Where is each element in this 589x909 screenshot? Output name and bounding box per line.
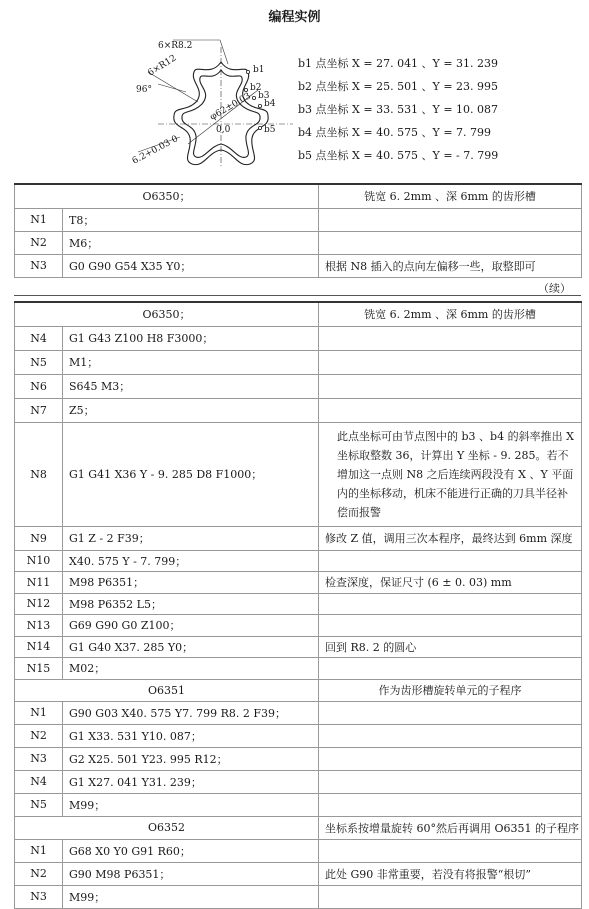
sub1-row-n2-num: N2 <box>15 724 63 747</box>
table-row-n6-note <box>319 374 582 398</box>
point-b1-marker <box>246 70 249 73</box>
table-row-n11-code: M98 P6351； <box>63 571 319 593</box>
table-row-n9-note: 修改 Z 值，调用三次本程序，最终达到 6mm 深度 <box>319 526 582 550</box>
subprogram-o6351-header: O6351 <box>15 679 319 701</box>
table2-note-header: 铣宽 6. 2mm 、深 6mm 的齿形槽 <box>319 302 582 326</box>
label-b4: b4 <box>264 99 276 109</box>
sub1-row-n5-code: M99； <box>63 793 319 816</box>
label-6xr82: 6×R8.2 <box>158 41 193 51</box>
table-row-n13-note <box>319 614 582 636</box>
table-row-n11-num: N11 <box>15 571 63 593</box>
subprogram-o6352-header: O6352 <box>15 816 319 839</box>
point-b5-marker <box>258 126 261 129</box>
table-row-n1-num: N1 <box>15 208 63 231</box>
table-row-n14-code: G1 G40 X37. 285 Y0； <box>63 636 319 657</box>
label-depth: 6.2+0.03 0 <box>130 134 180 167</box>
subprogram-o6352-note: 坐标系按增量旋转 60°然后再调用 O6351 的子程序 <box>319 816 582 839</box>
sub2-row-n3-note <box>319 885 582 908</box>
sub2-row-n1-num: N1 <box>15 839 63 862</box>
coord-b2: b2 点坐标 X = 25. 501 、Y = 23. 995 <box>298 80 499 93</box>
sub2-row-n3-num: N3 <box>15 885 63 908</box>
table-row-n1-note <box>319 208 582 231</box>
table-row-n2-num: N2 <box>15 231 63 254</box>
gear-slot-drawing <box>128 32 303 170</box>
sub1-row-n4-code: G1 X27. 041 Y31. 239； <box>63 770 319 793</box>
table-row-n2-note <box>319 231 582 254</box>
coord-b3: b3 点坐标 X = 33. 531 、Y = 10. 087 <box>298 103 499 116</box>
table-row-n2-code: M6； <box>63 231 319 254</box>
sub1-row-n5-num: N5 <box>15 793 63 816</box>
label-b5: b5 <box>264 125 276 135</box>
table-row-n5-code: M1； <box>63 350 319 374</box>
coord-b1: b1 点坐标 X = 27. 041 、Y = 31. 239 <box>298 57 499 70</box>
subprogram-o6351-note: 作为齿形槽旋转单元的子程序 <box>319 679 582 701</box>
point-coordinates <box>298 52 578 167</box>
sub1-row-n2-code: G1 X33. 531 Y10. 087； <box>63 724 319 747</box>
table-row-n15-num: N15 <box>15 657 63 679</box>
sub1-row-n4-num: N4 <box>15 770 63 793</box>
sub1-row-n2-note <box>319 724 582 747</box>
table-row-n5-num: N5 <box>15 350 63 374</box>
table-row-n13-code: G69 G90 G0 Z100； <box>63 614 319 636</box>
page-title: 编程实例 <box>268 10 321 25</box>
table-row-n10-num: N10 <box>15 550 63 571</box>
table-row-n8-code: G1 G41 X36 Y - 9. 285 D8 F1000； <box>63 422 319 526</box>
table-row-n4-code: G1 G43 Z100 H8 F3000； <box>63 326 319 350</box>
sub1-row-n1-note <box>319 701 582 724</box>
table-row-n3-note: 根据 N8 插入的点向左偏移一些，取整即可 <box>319 254 582 277</box>
table-row-n14-num: N14 <box>15 636 63 657</box>
table-row-n12-code: M98 P6352 L5； <box>63 593 319 614</box>
table1-note-header: 铣宽 6. 2mm 、深 6mm 的齿形槽 <box>319 184 582 208</box>
table1-program-header: O6350； <box>15 184 319 208</box>
table-row-n10-note <box>319 550 582 571</box>
table-divider <box>14 295 581 296</box>
leader-r12 <box>148 72 198 102</box>
label-b1: b1 <box>253 65 265 75</box>
table-row-n6-code: S645 M3； <box>63 374 319 398</box>
label-b3: b3 <box>258 91 270 101</box>
program-table-part2 <box>14 301 582 909</box>
table-row-n15-note <box>319 657 582 679</box>
continued-label: （续） <box>538 282 571 295</box>
table-row-n3-code: G0 G90 G54 X35 Y0； <box>63 254 319 277</box>
sub1-row-n3-note <box>319 747 582 770</box>
label-b2: b2 <box>250 83 262 93</box>
leader-96 <box>158 84 186 92</box>
table-row-n1-code: T8； <box>63 208 319 231</box>
table-row-n7-code: Z5； <box>63 398 319 422</box>
table-row-n8-num: N8 <box>15 422 63 526</box>
sub2-row-n1-code: G68 X0 Y0 G91 R60； <box>63 839 319 862</box>
table-row-n4-note <box>319 326 582 350</box>
table-row-n11-note: 检查深度，保证尺寸 (6 ± 0. 03) mm <box>319 571 582 593</box>
sub1-row-n3-code: G2 X25. 501 Y23. 995 R12； <box>63 747 319 770</box>
table-row-n12-note <box>319 593 582 614</box>
point-b3-marker <box>252 96 255 99</box>
sub2-row-n2-note: 此处 G90 非常重要，若没有将报警“根切” <box>319 862 582 885</box>
table-row-n6-num: N6 <box>15 374 63 398</box>
sub1-row-n4-note <box>319 770 582 793</box>
sub1-row-n1-num: N1 <box>15 701 63 724</box>
sub2-row-n3-code: M99； <box>63 885 319 908</box>
program-table-part1 <box>14 183 582 278</box>
sub2-row-n1-note <box>319 839 582 862</box>
table-row-n13-num: N13 <box>15 614 63 636</box>
table-row-n10-code: X40. 575 Y - 7. 799； <box>63 550 319 571</box>
table-row-n7-num: N7 <box>15 398 63 422</box>
sub2-row-n2-code: G90 M98 P6351； <box>63 862 319 885</box>
sub1-row-n5-note <box>319 793 582 816</box>
table-row-n8-note: 此点坐标可由节点图中的 b3 、b4 的斜率推出 X 坐标取整数 36，计算出 Y 坐标 - 9. 285。若不增加这一点则 N8 之后连续两段没有 X 、Y 平面内的坐标移动，机床不能进行正确的刀具半径补偿而报警 <box>319 422 582 526</box>
table-row-n14-note: 回到 R8. 2 的圆心 <box>319 636 582 657</box>
table-row-n4-num: N4 <box>15 326 63 350</box>
table-row-n9-num: N9 <box>15 526 63 550</box>
sub1-row-n3-num: N3 <box>15 747 63 770</box>
gear-slot-svg <box>128 32 303 170</box>
table-row-n9-code: G1 Z - 2 F39； <box>63 526 319 550</box>
coord-b4: b4 点坐标 X = 40. 575 、Y = 7. 799 <box>298 126 492 139</box>
sub1-row-n1-code: G90 G03 X40. 575 Y7. 799 R8. 2 F39； <box>63 701 319 724</box>
table-row-n12-num: N12 <box>15 593 63 614</box>
table-row-n3-num: N3 <box>15 254 63 277</box>
point-b4-marker <box>258 104 261 107</box>
sub2-row-n2-num: N2 <box>15 862 63 885</box>
label-96: 96° <box>136 85 152 95</box>
label-origin: 0,0 <box>216 125 231 135</box>
table-row-n7-note <box>319 398 582 422</box>
coord-b5: b5 点坐标 X = 40. 575 、Y = - 7. 799 <box>298 149 499 162</box>
table-row-n5-note <box>319 350 582 374</box>
table2-program-header: O6350； <box>15 302 319 326</box>
label-diameter: φ62±0.03 <box>208 91 253 123</box>
table-row-n15-code: M02； <box>63 657 319 679</box>
label-6xr12: 6×R12 <box>146 53 179 79</box>
